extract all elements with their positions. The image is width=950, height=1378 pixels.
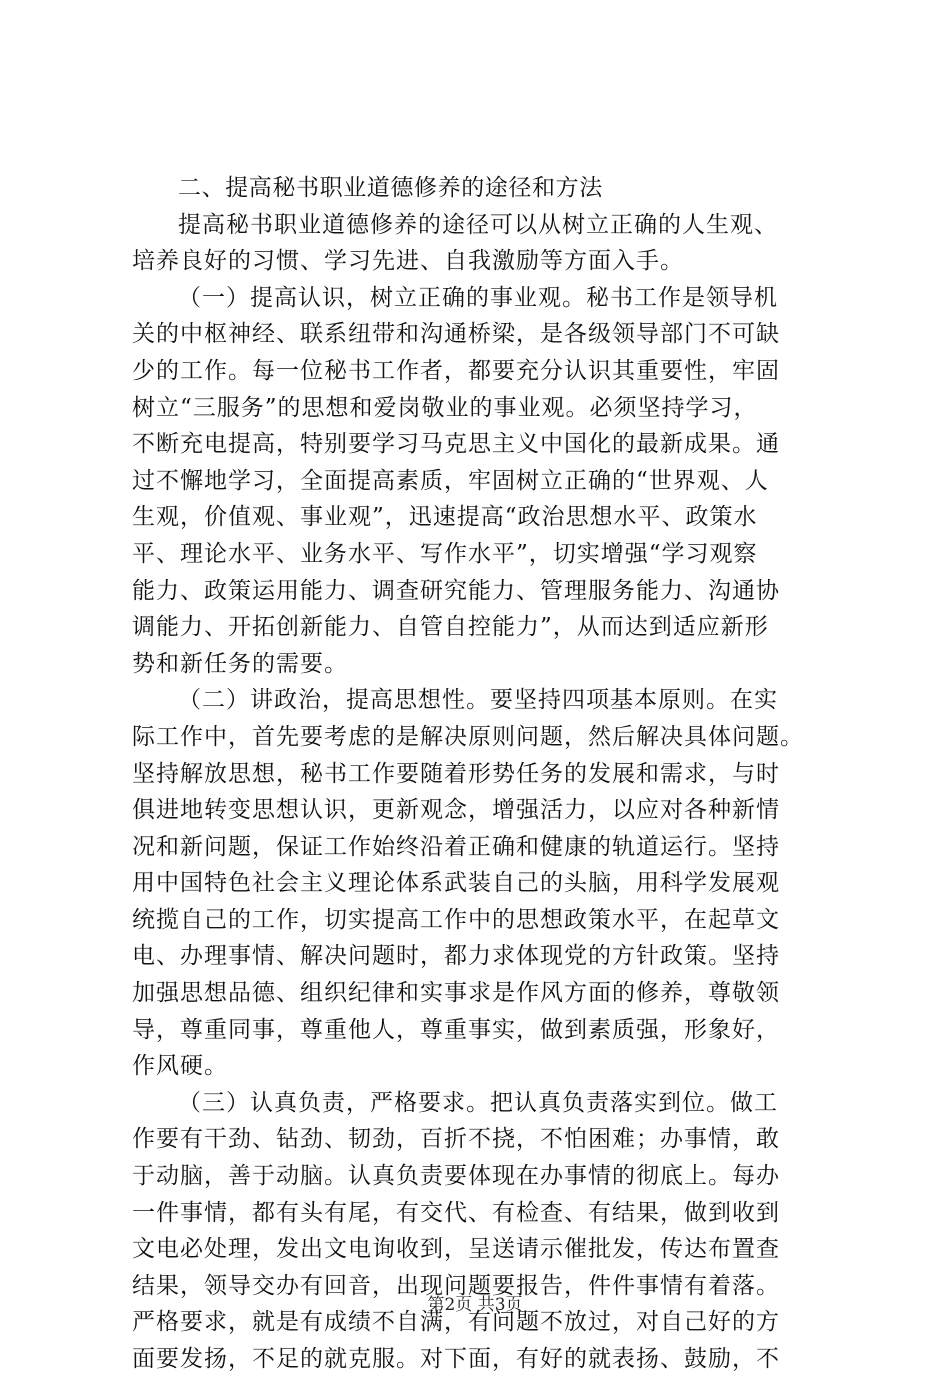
paragraph-line: 关的中枢神经、联系纽带和沟通桥梁，是各级领导部门不可缺 <box>132 321 780 348</box>
paragraph-line: 平、理论水平、业务水平、写作水平”，切实增强“学习观察 <box>132 540 758 567</box>
paragraph-line: 作风硬。 <box>132 1053 228 1080</box>
paragraph-line: 一件事情，都有头有尾，有交代、有检查、有结果，做到收到 <box>132 1199 780 1226</box>
section-heading: 二、提高秘书职业道德修养的途径和方法 <box>178 175 603 201</box>
paragraph-line: 提高秘书职业道德修养的途径可以从树立正确的人生观、 <box>178 211 778 238</box>
paragraph-line: 导，尊重同事，尊重他人，尊重事实，做到素质强，形象好， <box>132 1016 780 1043</box>
paragraph-line: 树立“三服务”的思想和爱岗敬业的事业观。必须坚持学习， <box>132 394 758 421</box>
paragraph-line: 电、办理事情、解决问题时，都力求体现党的方针政策。坚持 <box>132 943 780 970</box>
paragraph-line: 势和新任务的需要。 <box>132 650 348 677</box>
paragraph-line: （二）讲政治，提高思想性。要坚持四项基本原则。在实 <box>178 687 778 714</box>
paragraph-line: 能力、政策运用能力、调查研究能力、管理服务能力、沟通协 <box>132 577 780 604</box>
paragraph-line: 文电必处理，发出文电询收到，呈送请示催批发，传达布置查 <box>132 1236 780 1263</box>
page-number-label: 第2页 共3页 <box>427 1295 523 1315</box>
paragraph-line: 统揽自己的工作，切实提高工作中的思想政策水平，在起草文 <box>132 906 780 933</box>
paragraph-line: 调能力、开拓创新能力、自管自控能力”，从而达到适应新形 <box>132 614 769 641</box>
paragraph-line: 际工作中，首先要考虑的是解决原则问题，然后解决具体问题。 <box>132 723 804 750</box>
paragraph-line: 坚持解放思想，秘书工作要随着形势任务的发展和需求，与时 <box>132 760 780 787</box>
document-body <box>132 170 826 1378</box>
paragraph-line: 作要有干劲、钻劲、韧劲，百折不挠，不怕困难；办事情，敢 <box>132 1126 780 1153</box>
paragraph-line: 严格要求，就是有成绩不自满，有问题不放过，对自己好的方 <box>132 1309 780 1336</box>
paragraph-line: 俱进地转变思想认识，更新观念，增强活力，以应对各种新情 <box>132 797 780 824</box>
paragraph-line: 加强思想品德、组织纪律和实事求是作风方面的修养，尊敬领 <box>132 980 780 1007</box>
paragraph-line: 结果，领导交办有回音，出现问题要报告，件件事情有着落。 <box>132 1272 780 1299</box>
paragraph-line: 况和新问题，保证工作始终沿着正确和健康的轨道运行。坚持 <box>132 833 780 860</box>
paragraph-line: 于动脑，善于动脑。认真负责要体现在办事情的彻底上。每办 <box>132 1163 780 1190</box>
paragraph-line: 过不懈地学习，全面提高素质，牢固树立正确的“世界观、人 <box>132 467 769 494</box>
paragraph-line: 用中国特色社会主义理论体系武装自己的头脑，用科学发展观 <box>132 870 780 897</box>
paragraph-line: 面要发扬，不足的就克服。对下面，有好的就表扬、鼓励，不 <box>132 1346 780 1372</box>
paragraph-line: 生观，价值观、事业观”，迅速提高“政治思想水平、政策水 <box>132 504 758 531</box>
paragraph-line: 培养良好的习惯、学习先进、自我激励等方面入手。 <box>132 248 684 275</box>
paragraph-line: 少的工作。每一位秘书工作者，都要充分认识其重要性，牢固 <box>132 357 780 384</box>
paragraph-line: （三）认真负责，严格要求。把认真负责落实到位。做工 <box>178 1089 778 1116</box>
page-footer <box>0 1290 950 1315</box>
paragraph-line: （一）提高认识，树立正确的事业观。秘书工作是领导机 <box>178 284 778 311</box>
paragraph-line: 不断充电提高，特别要学习马克思主义中国化的最新成果。通 <box>132 431 780 458</box>
